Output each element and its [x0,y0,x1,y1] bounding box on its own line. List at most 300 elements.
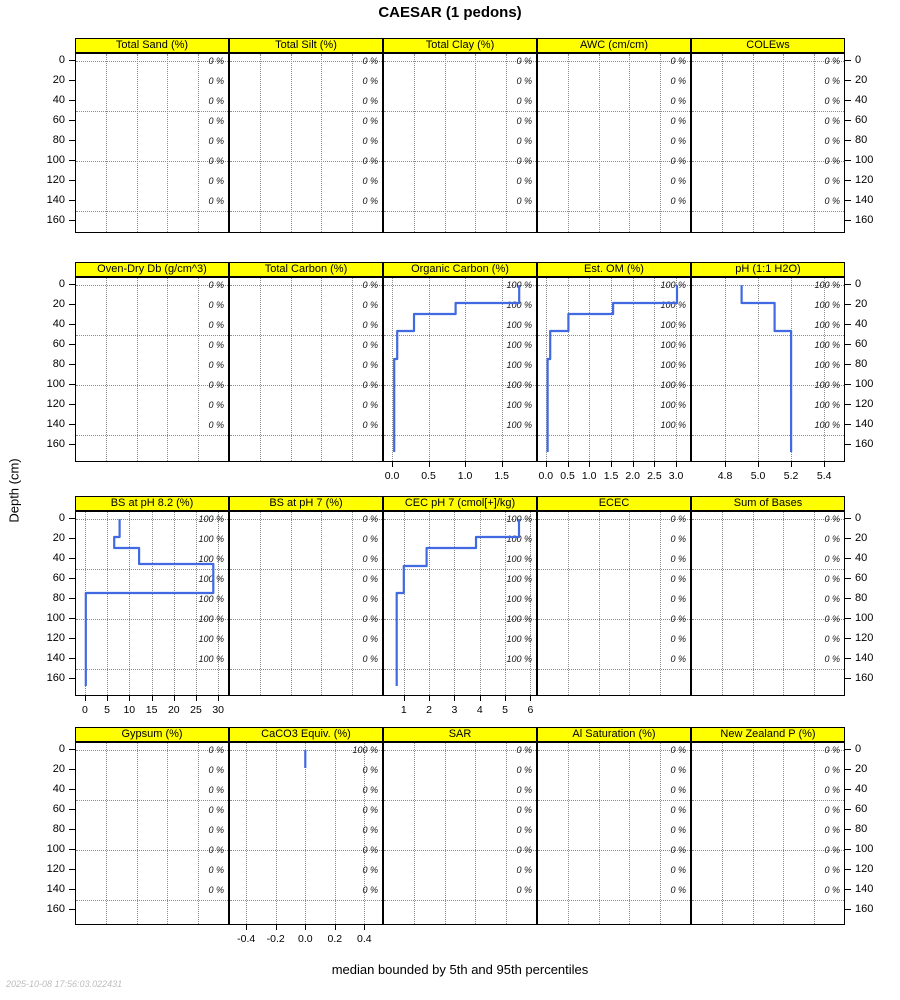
y-tick-label-left: 0 [58,743,65,755]
y-tick-label-right: 140 [855,418,874,430]
y-tick-label-right: 120 [855,632,874,644]
fraction-label: 0 % [824,594,840,604]
x-gridline-0 [722,743,723,924]
fraction-label: 0 % [516,136,532,146]
fraction-label: 0 % [362,400,378,410]
x-tick-label: 0.5 [560,470,575,482]
fraction-label: 0 % [516,845,532,855]
fraction-label: 100 % [198,654,224,664]
y-tick-left [69,304,75,305]
fraction-label: 0 % [362,96,378,106]
depth-gridline-150 [230,211,382,212]
depth-gridline-0 [692,519,844,520]
x-tick-label: 30 [212,704,225,716]
y-tick-right [845,304,851,305]
depth-gridline-100 [538,850,690,851]
plot-timestamp: 2025-10-08 17:56:03.022431 [6,979,123,989]
panel-area-gypsum [76,743,228,924]
fraction-label: 0 % [208,196,224,206]
fraction-label: 0 % [670,116,686,126]
y-tick-label-left: 0 [58,278,65,290]
fraction-label: 100 % [506,400,532,410]
x-gridline-1 [137,54,138,232]
x-gridline-0 [568,54,569,232]
strip-colews: COLEws [691,38,845,53]
fraction-label: 0 % [362,420,378,430]
y-tick-label-left: 60 [52,803,65,815]
x-gridline-3 [814,54,815,232]
y-tick-label-right: 80 [855,823,868,835]
strip-caco3-equiv: CaCO3 Equiv. (%) [229,727,383,742]
y-tick-label-left: 40 [52,318,65,330]
panel-ph-1-1-h2o [691,277,845,462]
fraction-label: 0 % [670,654,686,664]
fraction-label: 0 % [362,634,378,644]
y-tick-label-right: 20 [855,74,868,86]
fraction-label: 100 % [506,360,532,370]
fraction-label: 100 % [814,420,840,430]
x-gridline-1 [291,54,292,232]
y-tick-left [69,658,75,659]
x-tick [633,462,634,467]
y-tick-right [845,809,851,810]
fraction-label: 0 % [670,76,686,86]
x-tick-label: -0.2 [266,933,285,945]
y-tick-right [845,538,851,539]
fraction-label: 0 % [362,865,378,875]
fraction-label: 0 % [362,534,378,544]
fraction-label: 0 % [516,865,532,875]
fraction-label: 100 % [506,654,532,664]
strip-est-om: Est. OM (%) [537,262,691,277]
y-tick-label-left: 60 [52,114,65,126]
depth-gridline-150 [384,900,536,901]
fraction-label: 0 % [208,56,224,66]
y-tick-left [69,538,75,539]
x-tick-label: 1.5 [494,470,509,482]
y-tick-left [69,769,75,770]
x-gridline-3 [506,743,507,924]
x-gridline-0 [568,743,569,924]
fraction-label: 0 % [670,534,686,544]
panel-organic-carbon [383,277,537,462]
fraction-label: 0 % [208,805,224,815]
panel-ecec [537,511,691,696]
fraction-label: 0 % [208,885,224,895]
y-tick-label-right: 140 [855,194,874,206]
fraction-label: 0 % [670,765,686,775]
x-gridline-1 [137,278,138,461]
x-gridline-2 [629,54,630,232]
fraction-label: 0 % [824,514,840,524]
x-gridline-2 [167,278,168,461]
fraction-label: 0 % [824,825,840,835]
y-tick-label-right: 40 [855,552,868,564]
fraction-label: 100 % [660,360,686,370]
y-tick-label-left: 80 [52,134,65,146]
fraction-label: 0 % [670,56,686,66]
y-tick-label-right: 0 [855,54,862,66]
y-tick-label-left: 120 [46,632,65,644]
y-tick-right [845,160,851,161]
strip-ecec: ECEC [537,496,691,511]
x-gridline-3 [352,54,353,232]
panel-total-carbon [229,277,383,462]
x-tick-label: 5.2 [783,470,799,482]
fraction-label: 0 % [516,745,532,755]
strip-bs-at-ph-7: BS at pH 7 (%) [229,496,383,511]
panel-area-al-saturation [538,743,690,924]
y-tick-right [845,80,851,81]
y-tick-right [845,829,851,830]
y-tick-left [69,364,75,365]
fraction-label: 0 % [362,196,378,206]
y-tick-label-right: 20 [855,532,868,544]
depth-gridline-50 [230,335,382,336]
x-gridline-2 [475,54,476,232]
fraction-label: 0 % [824,574,840,584]
depth-gridline-50 [538,800,690,801]
x-tick-label: 0.0 [538,470,554,482]
fraction-label: 100 % [506,534,532,544]
x-tick-label: 2 [426,704,433,716]
y-tick-left [69,60,75,61]
x-gridline-2 [321,512,322,695]
y-tick-label-right: 0 [855,743,862,755]
y-tick-label-left: 20 [52,763,65,775]
depth-gridline-100 [230,619,382,620]
panel-sum-of-bases [691,511,845,696]
y-tick-right [845,849,851,850]
x-tick-label: 2.5 [647,470,662,482]
x-tick-label: 15 [145,704,158,716]
depth-gridline-50 [384,111,536,112]
strip-awc-cm-cm: AWC (cm/cm) [537,38,691,53]
x-tick [502,462,503,467]
y-tick-right [845,618,851,619]
x-gridline-1 [753,512,754,695]
fraction-label: 0 % [670,865,686,875]
fraction-label: 0 % [362,845,378,855]
y-tick-label-left: 100 [46,378,65,390]
fraction-label: 0 % [516,785,532,795]
x-tick-label: 1 [400,704,407,716]
x-tick-label: 4.8 [717,470,733,482]
x-gridline-3 [660,54,661,232]
fraction-label: 0 % [824,745,840,755]
y-tick-label-left: 20 [52,74,65,86]
fraction-label: 0 % [362,280,378,290]
fraction-label: 0 % [670,514,686,524]
x-tick-label: 5.0 [750,470,766,482]
y-tick-right [845,678,851,679]
x-tick [174,696,175,701]
y-tick-label-right: 40 [855,318,868,330]
x-tick [546,462,547,467]
x-tick [611,462,612,467]
fraction-label: 0 % [208,825,224,835]
strip-organic-carbon: Organic Carbon (%) [383,262,537,277]
strip-al-saturation: Al Saturation (%) [537,727,691,742]
strip-sar: SAR [383,727,537,742]
y-tick-label-right: 60 [855,338,868,350]
x-gridline-0 [260,278,261,461]
depth-gridline-50 [692,800,844,801]
fraction-label: 0 % [208,156,224,166]
x-tick [85,696,86,701]
x-gridline-3 [660,743,661,924]
y-tick-left [69,404,75,405]
fraction-label: 0 % [208,340,224,350]
x-gridline-1 [445,54,446,232]
fraction-label: 100 % [660,300,686,310]
fraction-label: 0 % [824,56,840,66]
depth-gridline-100 [76,161,228,162]
x-gridline-2 [167,54,168,232]
fraction-label: 0 % [824,96,840,106]
fraction-label: 0 % [208,176,224,186]
fraction-label: 100 % [506,420,532,430]
fraction-label: 0 % [670,614,686,624]
fraction-label: 0 % [362,554,378,564]
x-tick-label: 2.0 [625,470,640,482]
fraction-label: 100 % [660,320,686,330]
y-tick-left [69,889,75,890]
panel-oven-dry-db-g-cm-3 [75,277,229,462]
fraction-label: 0 % [516,156,532,166]
fraction-label: 100 % [198,574,224,584]
y-tick-right [845,658,851,659]
y-tick-label-right: 140 [855,652,874,664]
y-tick-label-left: 80 [52,358,65,370]
fraction-label: 0 % [670,785,686,795]
x-tick-label: 6 [527,704,534,716]
y-tick-left [69,220,75,221]
x-tick [246,925,247,930]
depth-gridline-0 [692,61,844,62]
y-tick-label-right: 160 [855,672,874,684]
x-tick-label: 3.0 [668,470,684,482]
fraction-label: 0 % [362,360,378,370]
y-tick-right [845,598,851,599]
fraction-label: 0 % [516,765,532,775]
y-tick-left [69,809,75,810]
fraction-label: 0 % [516,825,532,835]
x-tick [505,696,506,701]
depth-gridline-100 [384,161,536,162]
x-gridline-3 [352,512,353,695]
x-gridline-0 [106,278,107,461]
x-tick [589,462,590,467]
fraction-label: 100 % [506,594,532,604]
fraction-label: 0 % [362,340,378,350]
panel-awc-cm-cm [537,53,691,233]
y-tick-label-left: 140 [46,194,65,206]
fraction-label: 0 % [670,634,686,644]
y-tick-label-left: 100 [46,154,65,166]
x-tick-label: 5 [104,704,111,716]
x-tick [530,696,531,701]
panel-area-total-silt [230,54,382,232]
fraction-label: 0 % [208,136,224,146]
x-gridline-2 [629,743,630,924]
fraction-label: 0 % [362,176,378,186]
fraction-label: 0 % [670,845,686,855]
fraction-label: 0 % [208,845,224,855]
profile-line-est-om [538,278,690,461]
profile-line-caco3-equiv [230,743,382,924]
y-tick-left [69,749,75,750]
x-tick [654,462,655,467]
depth-gridline-50 [692,569,844,570]
x-gridline-3 [660,512,661,695]
y-tick-label-right: 120 [855,863,874,875]
panel-colews [691,53,845,233]
panel-caco3-equiv [229,742,383,925]
panel-est-om [537,277,691,462]
fraction-label: 0 % [208,745,224,755]
x-gridline-0 [260,54,261,232]
fraction-label: 0 % [208,400,224,410]
y-tick-left [69,160,75,161]
fraction-label: 0 % [362,825,378,835]
depth-gridline-100 [384,850,536,851]
x-tick [725,462,726,467]
figure-title: CAESAR (1 pedons) [378,4,522,21]
x-gridline-0 [260,512,261,695]
strip-new-zealand-p: New Zealand P (%) [691,727,845,742]
x-gridline-0 [414,743,415,924]
y-tick-label-right: 100 [855,612,874,624]
x-tick [218,696,219,701]
depth-gridline-150 [76,900,228,901]
x-tick [480,696,481,701]
fraction-label: 0 % [208,96,224,106]
depth-gridline-0 [76,285,228,286]
x-tick [305,925,306,930]
fraction-label: 0 % [362,765,378,775]
panel-area-total-sand [76,54,228,232]
depth-gridline-100 [76,850,228,851]
figure-caption: median bounded by 5th and 95th percentiles [331,962,589,977]
fraction-label: 0 % [824,785,840,795]
x-tick [364,925,365,930]
fraction-label: 0 % [670,745,686,755]
y-tick-label-right: 80 [855,134,868,146]
depth-gridline-150 [692,900,844,901]
y-tick-right [845,384,851,385]
strip-cec-ph-7-cmol-kg: CEC pH 7 (cmol[+]/kg) [383,496,537,511]
fraction-label: 100 % [506,300,532,310]
x-tick-label: 0.0 [297,933,313,945]
y-tick-label-right: 100 [855,843,874,855]
y-tick-left [69,598,75,599]
panel-area-awc-cm-cm [538,54,690,232]
panel-new-zealand-p [691,742,845,925]
x-gridline-2 [321,54,322,232]
y-tick-right [845,578,851,579]
x-gridline-2 [783,512,784,695]
fraction-label: 0 % [516,96,532,106]
fraction-label: 0 % [208,420,224,430]
y-tick-label-left: 140 [46,883,65,895]
y-tick-right [845,424,851,425]
y-tick-label-right: 0 [855,278,862,290]
fraction-label: 0 % [824,654,840,664]
y-tick-label-left: 40 [52,552,65,564]
strip-ph-1-1-h2o: pH (1:1 H2O) [691,262,845,277]
fraction-label: 0 % [670,885,686,895]
fraction-label: 0 % [824,176,840,186]
x-gridline-2 [783,743,784,924]
fraction-label: 100 % [198,534,224,544]
x-tick [454,696,455,701]
fraction-label: 0 % [516,805,532,815]
fraction-label: 0 % [824,136,840,146]
fraction-label: 0 % [670,554,686,564]
panel-area-ph-1-1-h2o [692,278,844,461]
x-tick [568,462,569,467]
fraction-label: 0 % [824,845,840,855]
fraction-label: 100 % [506,340,532,350]
depth-gridline-50 [692,111,844,112]
fraction-label: 100 % [506,634,532,644]
panel-area-cec-ph-7-cmol-kg [384,512,536,695]
depth-gridline-150 [538,211,690,212]
depth-gridline-0 [538,61,690,62]
y-tick-right [845,404,851,405]
depth-gridline-50 [538,111,690,112]
panel-area-sum-of-bases [692,512,844,695]
fraction-label: 100 % [814,400,840,410]
y-axis-title: Depth (cm) [6,458,22,523]
y-tick-left [69,518,75,519]
depth-gridline-150 [230,669,382,670]
fraction-label: 0 % [208,76,224,86]
x-tick-label: 1.0 [581,470,597,482]
x-tick [196,696,197,701]
depth-gridline-0 [76,750,228,751]
depth-gridline-100 [538,619,690,620]
x-gridline-0 [106,54,107,232]
profile-line-cec-ph-7-cmol-kg [384,512,536,695]
fraction-label: 100 % [814,380,840,390]
y-tick-right [845,558,851,559]
profile-line-bs-at-ph-8-2 [76,512,228,695]
x-gridline-3 [198,54,199,232]
fraction-label: 100 % [814,300,840,310]
y-tick-left [69,344,75,345]
x-gridline-1 [291,512,292,695]
y-tick-label-left: 0 [58,512,65,524]
x-tick-label: 0 [81,704,88,716]
y-tick-label-right: 120 [855,398,874,410]
y-tick-left [69,829,75,830]
x-gridline-2 [321,278,322,461]
fraction-label: 0 % [824,156,840,166]
depth-gridline-0 [538,519,690,520]
fraction-label: 100 % [198,594,224,604]
y-tick-right [845,180,851,181]
y-tick-right [845,284,851,285]
fraction-label: 0 % [208,300,224,310]
fraction-label: 0 % [824,885,840,895]
x-tick-label: 25 [190,704,202,716]
y-tick-right [845,638,851,639]
fraction-label: 0 % [516,885,532,895]
depth-gridline-0 [384,750,536,751]
x-gridline-1 [753,54,754,232]
